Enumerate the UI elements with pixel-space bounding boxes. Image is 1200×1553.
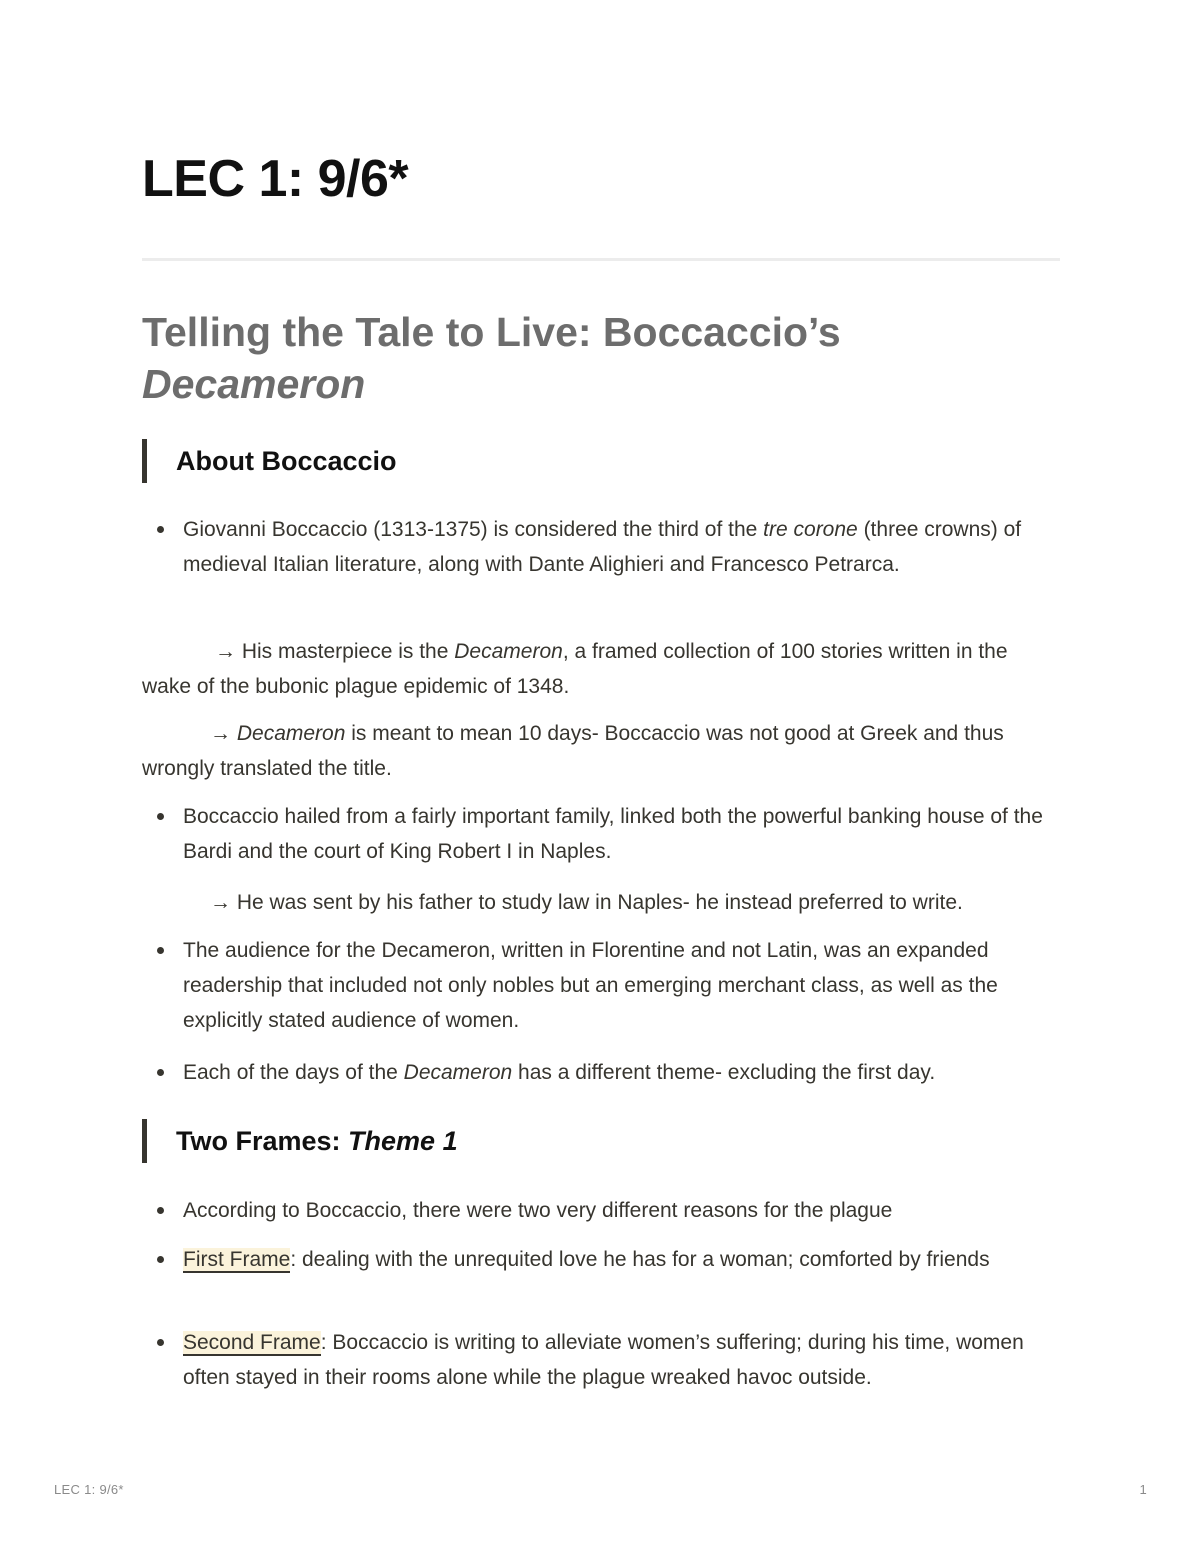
list-item-text: The audience for the Decameron, written in Florentine and not Latin, was an expanded readership that included not only nobles but an emerging merchant class, as well as the explicitly stated audience of women. — [183, 939, 998, 1032]
italic-term: Decameron — [403, 1061, 513, 1084]
highlighted-term: First Frame — [183, 1248, 291, 1271]
list-item — [142, 1193, 1060, 1228]
heading-text: Two Frames: — [176, 1126, 349, 1156]
main-heading — [142, 306, 1060, 410]
list-item — [142, 1325, 1060, 1395]
text-run: : dealing with the unrequited love he has for a woman; comforted by friends — [290, 1248, 990, 1271]
main-heading-line2: Decameron — [142, 361, 366, 407]
italic-term: Decameron — [236, 722, 346, 745]
text-run: has a different theme- excluding the first day. — [512, 1061, 936, 1084]
text-run: → — [210, 722, 237, 745]
list-item — [142, 512, 1060, 582]
section-heading-about-boccaccio: About Boccaccio — [142, 439, 397, 483]
main-heading-line1: Telling the Tale to Live: Boccaccio’s — [142, 309, 841, 355]
list-item-text — [183, 512, 1060, 582]
text-run: → His masterpiece is the — [215, 640, 455, 663]
section-heading-two-frames — [142, 1119, 458, 1163]
bullet-dot — [157, 1207, 164, 1214]
text-run: Each of the days of the — [183, 1061, 404, 1084]
list-item — [142, 933, 1060, 1038]
bullet-dot — [157, 1339, 164, 1346]
arrow-note — [142, 716, 1060, 786]
list-item-text — [183, 1325, 1060, 1395]
list-item — [142, 1055, 1060, 1090]
list-item — [142, 1242, 1060, 1277]
text-run: : Boccaccio is writing to alleviate women’s suffering; during his time, women often stayed in their rooms alone while the plague wreaked havoc outside. — [183, 1331, 1024, 1389]
bullet-dot — [157, 1256, 164, 1263]
list-item-text — [183, 1242, 1060, 1277]
page-number: 1 — [1139, 1482, 1147, 1497]
arrow-note: → He was sent by his father to study law in Naples- he instead preferred to write. — [210, 891, 963, 914]
list-item-text: According to Boccaccio, there were two very different reasons for the plague — [183, 1199, 893, 1222]
text-run: Giovanni Boccaccio (1313-1375) is considered the third of the — [183, 518, 764, 541]
highlighted-term: Second Frame — [183, 1331, 321, 1354]
italic-term: Decameron — [454, 640, 563, 663]
list-item-text — [183, 1055, 1060, 1090]
list-item — [142, 799, 1060, 869]
divider — [142, 258, 1060, 261]
bullet-dot — [157, 1069, 164, 1076]
text-run: is meant to mean 10 days- Boccaccio was not good at Greek and thus wrongly translated the title. — [142, 722, 1004, 780]
text-run: (three crowns) of medieval Italian literature, along with Dante Alighieri and Francesco Petrarca. — [183, 518, 1022, 576]
heading-italic: Theme 1 — [348, 1126, 458, 1156]
arrow-note — [142, 634, 1060, 704]
bullet-dot — [157, 947, 164, 954]
list-item-text: Boccaccio hailed from a fairly important family, linked both the powerful banking house of the Bardi and the court of King Robert I in Naples. — [183, 805, 1043, 863]
footer-title: LEC 1: 9/6* — [54, 1482, 124, 1497]
bullet-dot — [157, 526, 164, 533]
text-run: , a framed collection of 100 stories written in the wake of the bubonic plague epidemic of 1348. — [142, 640, 1008, 698]
page-title: LEC 1: 9/6* — [142, 150, 409, 208]
italic-term: tre corone — [763, 518, 858, 541]
bullet-dot — [157, 813, 164, 820]
